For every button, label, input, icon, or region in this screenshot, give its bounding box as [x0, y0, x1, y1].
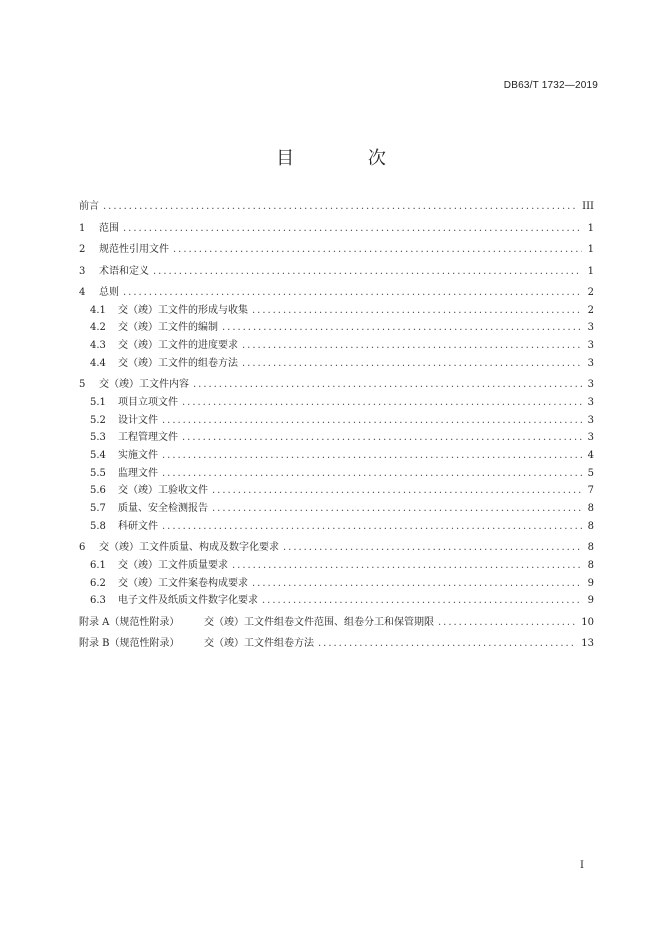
toc-title: 目 次	[276, 148, 420, 169]
toc-entry-number: 4.2	[90, 322, 106, 334]
table-of-contents	[79, 200, 594, 651]
toc-dot-leader	[173, 243, 582, 257]
toc-dot-leader	[212, 502, 582, 516]
toc-entry-page: 9	[587, 577, 594, 589]
toc-entry-number: 6	[79, 542, 86, 554]
toc-entry-number: 4	[79, 287, 86, 298]
toc-entry-label: 交（竣）工文件质量要求	[118, 559, 228, 571]
toc-entry-label: 质量、安全检测报告	[118, 503, 208, 515]
toc-entry-page: 4	[587, 450, 594, 461]
toc-entry-label: 规范性引用文件	[99, 244, 169, 255]
toc-dot-leader	[162, 449, 582, 463]
toc-entry-label: 前言	[79, 201, 99, 212]
toc-entry-label: 交（竣）工文件的形成与收集	[118, 304, 248, 316]
toc-entry-page: 3	[587, 357, 594, 369]
toc-entry-page: 10	[581, 616, 594, 628]
toc-entry[interactable]	[79, 559, 594, 573]
toc-entry[interactable]	[79, 431, 594, 445]
toc-entry[interactable]	[79, 484, 594, 498]
toc-dot-leader	[242, 357, 582, 371]
toc-entry[interactable]	[79, 339, 594, 353]
toc-entry-label: 范围	[99, 222, 119, 234]
toc-entry-page: 7	[587, 485, 594, 497]
toc-entry-page: 8	[587, 542, 594, 554]
toc-entry[interactable]	[79, 449, 594, 463]
toc-entry-page: 1	[587, 265, 594, 277]
toc-entry-number: 4.1	[90, 304, 106, 316]
toc-entry-page: 3	[587, 432, 594, 444]
toc-entry-page: 1	[587, 222, 594, 234]
toc-entry-number: 5	[79, 379, 86, 391]
toc-entry-label: 交（竣）工文件的组卷方法	[118, 357, 238, 369]
toc-entry[interactable]	[79, 467, 594, 481]
toc-entry-number: 4.3	[90, 340, 106, 352]
toc-entry-number: 5.6	[90, 485, 106, 497]
toc-entry-number: 6.2	[90, 577, 106, 589]
toc-entry-label: 交（竣）工文件质量、构成及数字化要求	[99, 542, 279, 554]
toc-dot-leader	[162, 520, 582, 534]
toc-entry[interactable]	[79, 357, 594, 371]
toc-entry[interactable]	[79, 577, 594, 591]
toc-entry-label: 监理文件	[118, 467, 158, 479]
toc-entry-number: 2	[79, 244, 86, 255]
toc-entry-label: 交（竣）工文件内容	[99, 379, 189, 391]
toc-entry-number: 6.3	[90, 595, 106, 607]
toc-dot-leader	[182, 396, 582, 410]
toc-entry-number: 3	[79, 265, 86, 277]
toc-entry-label: 交（竣）工文件案卷构成要求	[118, 577, 248, 589]
document-code: DB63/T 1732—2019	[503, 80, 598, 91]
toc-dot-leader	[438, 616, 577, 630]
toc-entry[interactable]	[79, 286, 594, 300]
toc-dot-leader	[212, 484, 582, 498]
toc-entry-label: 交（竣）工文件的编制	[118, 322, 218, 334]
toc-entry-page: 9	[587, 595, 594, 607]
toc-entry-number: 1	[79, 222, 86, 234]
toc-entry-label: 工程管理文件	[118, 432, 178, 444]
toc-entry-label: 交（竣）工文件组卷文件范围、组卷分工和保管期限	[204, 616, 434, 628]
toc-entry-page: 3	[587, 322, 594, 334]
toc-entry-number: 附录 A（规范性附录）	[79, 616, 180, 628]
toc-entry-page: 2	[587, 287, 594, 298]
toc-entry[interactable]	[79, 265, 594, 279]
toc-entry-label: 交（竣）工文件的进度要求	[118, 340, 238, 352]
toc-entry-page: 1	[587, 244, 594, 255]
toc-entry[interactable]	[79, 396, 594, 410]
toc-entry[interactable]	[79, 414, 594, 428]
toc-dot-leader	[153, 265, 582, 279]
toc-entry[interactable]	[79, 541, 594, 555]
toc-entry-number: 6.1	[90, 559, 106, 571]
toc-entry-number: 5.7	[90, 503, 106, 515]
toc-entry[interactable]	[79, 243, 594, 257]
toc-entry[interactable]	[79, 594, 594, 608]
toc-entry-page: 3	[587, 414, 594, 426]
toc-dot-leader	[123, 222, 582, 236]
toc-entry-label: 项目立项文件	[118, 396, 178, 408]
toc-dot-leader	[193, 378, 582, 392]
toc-entry-number: 4.4	[90, 357, 106, 369]
toc-entry[interactable]	[79, 304, 594, 318]
toc-dot-leader	[262, 594, 582, 608]
toc-entry-page: 8	[587, 559, 594, 571]
toc-dot-leader	[252, 577, 582, 591]
toc-entry-page: 2	[587, 304, 594, 316]
toc-entry-number: 5.2	[90, 414, 106, 426]
toc-entry[interactable]	[79, 616, 594, 630]
toc-entry-number: 5.3	[90, 432, 106, 444]
toc-entry[interactable]	[79, 321, 594, 335]
toc-entry-label: 设计文件	[118, 414, 158, 426]
toc-entry[interactable]	[79, 520, 594, 534]
toc-entry[interactable]	[79, 378, 594, 392]
toc-dot-leader	[252, 304, 582, 318]
toc-entry-page: 13	[581, 638, 594, 650]
toc-entry-label: 交（竣）工文件组卷方法	[204, 638, 314, 650]
toc-dot-leader	[123, 286, 582, 300]
toc-entry-label: 交（竣）工验收文件	[118, 485, 208, 497]
toc-dot-leader	[232, 559, 582, 573]
toc-entry-page: III	[582, 201, 594, 212]
toc-entry-number: 5.4	[90, 450, 106, 461]
toc-dot-leader	[162, 467, 582, 481]
toc-entry-page: 3	[587, 396, 594, 408]
toc-dot-leader	[103, 200, 578, 214]
toc-entry-number: 5.5	[90, 467, 106, 479]
toc-entry[interactable]	[79, 222, 594, 236]
toc-entry-number: 附录 B（规范性附录）	[79, 638, 180, 650]
toc-dot-leader	[162, 414, 582, 428]
toc-entry-page: 8	[587, 520, 594, 532]
toc-entry-label: 术语和定义	[99, 265, 149, 277]
toc-dot-leader	[318, 637, 577, 651]
toc-entry-page: 3	[587, 340, 594, 352]
toc-entry-number: 5.1	[90, 396, 106, 408]
toc-entry-label: 科研文件	[118, 520, 158, 532]
toc-entry-page: 8	[587, 503, 594, 515]
toc-entry[interactable]	[79, 502, 594, 516]
toc-entry[interactable]	[79, 637, 594, 651]
toc-entry-page: 5	[587, 467, 594, 479]
toc-entry-label: 总则	[99, 287, 119, 298]
toc-entry-label: 实施文件	[118, 450, 158, 461]
toc-dot-leader	[182, 431, 582, 445]
toc-dot-leader	[222, 321, 582, 335]
toc-dot-leader	[242, 339, 582, 353]
toc-entry-number: 5.8	[90, 520, 106, 532]
toc-entry[interactable]	[79, 200, 594, 214]
toc-entry-page: 3	[587, 379, 594, 391]
toc-dot-leader	[283, 541, 582, 555]
page-number: I	[580, 860, 584, 871]
toc-entry-label: 电子文件及纸质文件数字化要求	[118, 595, 258, 607]
